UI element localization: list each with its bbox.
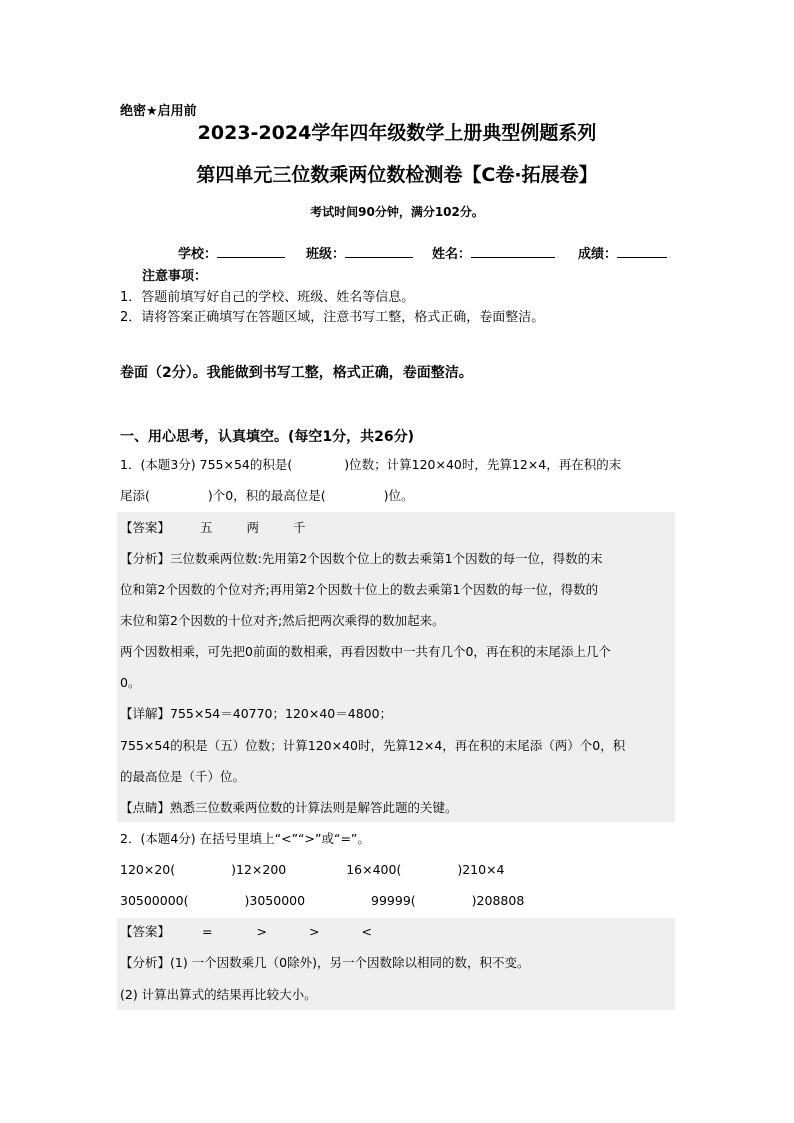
school-label: 学校： [178, 247, 218, 262]
q2-answer-1: = [202, 924, 213, 939]
q2-analysis-1: 【分析】(1) 一个因数乘几（0除外)，另一个因数除以相同的数，积不变。 [120, 955, 530, 970]
q1-text-b: )位数；计算120×40时，先算12×4，再在积的末 [344, 457, 622, 472]
q1-analysis-1: 【分析】三位数乘两位数:先用第2个因数个位上的数去乘第1个因数的每一位，得数的末 [120, 551, 603, 566]
school-blank[interactable] [217, 245, 285, 258]
q1-text-c: 尾添( [120, 488, 150, 503]
q1-analysis-5: 0。 [120, 675, 141, 690]
name-field[interactable] [432, 243, 555, 262]
q2-expr-1b: )12×200 [231, 862, 287, 877]
q1-comment: 【点睛】熟悉三位数乘两位数的计算法则是解答此题的关键。 [120, 800, 458, 815]
q2-expr-3a: 30500000( [120, 893, 189, 908]
notice-item-1: 1．答题前填写好自己的学校、班级、姓名等信息。 [120, 290, 415, 305]
q2-stem: 2．(本题4分) 在括号里填上“<”“>”或“=”。 [120, 831, 370, 846]
q2-answer-2: > [256, 924, 267, 939]
q1-answer-3: 千 [293, 520, 306, 535]
q2-expr-1a: 120×20( [120, 862, 176, 877]
class-field[interactable] [306, 243, 413, 262]
q1-text-a: 1．(本题3分) 755×54的积是( [120, 457, 293, 472]
q1-answer-label: 【答案】 [120, 520, 171, 535]
q2-expr-2a: 16×400( [346, 862, 402, 877]
q1-analysis-2: 位和第2个因数的个位对齐;再用第2个因数十位上的数去乘第1个因数的每一位，得数的 [120, 582, 599, 597]
school-field[interactable] [178, 243, 285, 262]
q1-detail-2: 755×54的积是（五）位数；计算120×40时，先算12×4，再在积的末尾添（两）个0，积 [120, 738, 626, 753]
q1-stem-line-2 [120, 486, 675, 506]
neatness-statement: 卷面（2分）。我能做到书写工整，格式正确，卷面整洁。 [120, 365, 473, 381]
name-label: 姓名： [432, 247, 472, 262]
q1-text-e: )位。 [383, 488, 414, 503]
q1-answer-2: 两 [246, 520, 260, 535]
class-label: 班级： [306, 247, 346, 262]
q2-analysis-2: (2) 计算出算式的结果再比较大小。 [120, 987, 317, 1002]
q2-row-1 [120, 860, 675, 880]
notice-item-2: 2．请将答案正确填写在答题区域，注意书写工整，格式正确，卷面整洁。 [120, 310, 545, 325]
q2-row-2 [120, 891, 675, 911]
q2-answer-3: > [308, 924, 320, 939]
q2-expr-3b: )3050000 [244, 893, 306, 908]
q1-analysis-3: 末位和第2个因数的十位对齐;然后把两次乘得的数加起来。 [120, 613, 445, 628]
q1-answer-1: 五 [200, 520, 213, 535]
q1-text-d: )个0，积的最高位是( [207, 488, 326, 503]
page-subtitle: 第四单元三位数乘两位数检测卷【C卷·拓展卷】 [196, 164, 598, 186]
q1-detail-1: 【详解】755×54＝40770；120×40＝4800； [120, 706, 393, 721]
q2-expr-2b: )210×4 [457, 862, 505, 877]
exam-time: 考试时间90分钟，满分102分。 [310, 205, 484, 219]
q2-answer-line [120, 922, 675, 942]
q2-expr-4b: )208808 [471, 893, 525, 908]
q1-answer-line [120, 518, 675, 538]
section-title: 一、用心思考，认真填空。(每空1分，共26分) [120, 429, 415, 445]
score-blank[interactable] [617, 245, 667, 258]
q2-answer-label: 【答案】 [120, 924, 171, 939]
notice-title: 注意事项： [142, 269, 208, 284]
page-title: 2023-2024学年四年级数学上册典型例题系列 [197, 122, 597, 144]
name-blank[interactable] [471, 245, 555, 258]
q1-stem-line-1 [120, 455, 675, 475]
q2-answer-4: < [361, 924, 372, 939]
score-field[interactable] [578, 243, 667, 262]
q1-detail-3: 的最高位是（千）位。 [120, 769, 246, 784]
score-label: 成绩： [578, 247, 618, 262]
secret-label: 绝密★启用前 [120, 104, 197, 119]
q1-analysis-4: 两个因数相乘，可先把0前面的数相乘，再看因数中一共有几个0，再在积的末尾添上几个 [120, 644, 611, 659]
class-blank[interactable] [345, 245, 413, 258]
q2-expr-4a: 99999( [371, 893, 416, 908]
